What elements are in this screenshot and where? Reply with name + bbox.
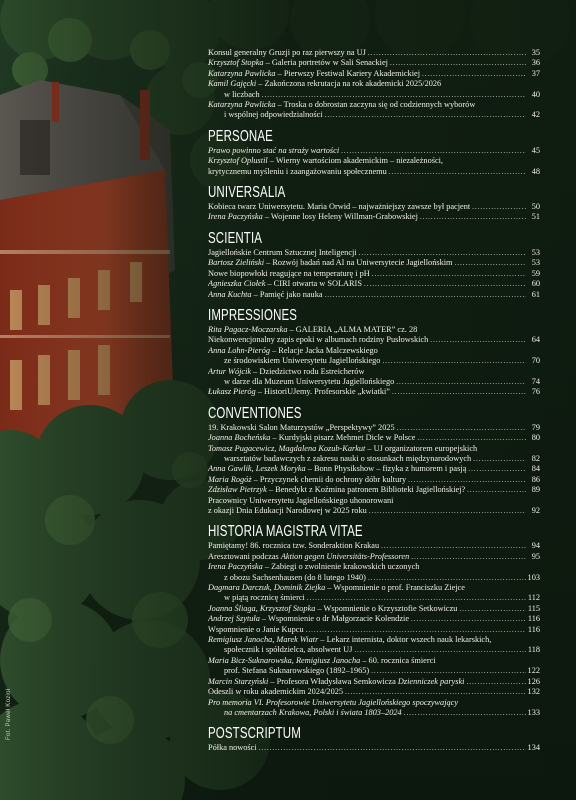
toc-entry[interactable] [208,485,540,495]
dot-leader [262,90,526,100]
page-number: 94 [531,541,540,551]
toc-entry[interactable] [208,552,540,562]
dot-leader [468,464,526,474]
entry-text: Konsul generalny Gruzji po raz pierwszy na UJ [208,48,366,57]
entry-text: – Galeria portretów w Sali Senackiej [263,58,388,68]
entry-text-continued: z obozu Sachsenhausen (do 8 lutego 1940) [224,572,366,582]
entry-author: Krzysztof Oplustil [208,156,268,166]
dot-leader [472,202,526,212]
entry-text: Prawo powinno stać na straży wartości [208,145,340,155]
entry-title [208,496,394,506]
page-number: 80 [531,433,540,443]
entry-author: Anna Lohn-Pieróg [208,345,270,355]
entry-author: Joanna Śliaga, Krzysztof Stopka [208,603,316,613]
page-number: 84 [531,464,540,474]
toc-entry[interactable] [208,146,540,156]
entry-text: Półka nowości [208,743,257,753]
entry-title [208,325,417,335]
entry-text: – Relacje Jacka Malczewskiego [270,345,378,355]
page-number: 89 [531,485,540,495]
toc-section [208,307,540,398]
page-number: 116 [527,624,540,634]
entry-text: – CIRI otwarta w SOLARIS [265,279,362,289]
entry-text: – Profesora Władysława Semkowicza [268,676,398,686]
toc-entry[interactable] [208,423,540,433]
toc-entry[interactable] [208,687,540,697]
page-number: 115 [527,603,540,613]
page-number: 95 [531,551,540,561]
page-number: 50 [531,202,540,212]
entry-text-continued: na cmentarzach Krakowa, Polski i świata 1803–2024 [224,707,402,717]
entry-title [208,635,491,645]
dot-leader [341,146,526,156]
entry-text: Kobieca twarz Uniwersytetu. Maria Orwid – najważniejszy zawsze był pacjent [208,202,471,212]
entry-title [208,346,378,356]
entry-title [208,687,343,697]
entry-title [208,258,453,268]
toc-section [208,405,540,517]
page-number: 122 [527,666,540,676]
page-number: 37 [531,68,540,78]
entry-title [208,698,458,708]
entry-text: – Pamięć jako nauka [251,289,323,299]
dot-leader [408,475,526,485]
page-number: 92 [531,506,540,515]
entry-text: Pracownicy Uniwersytetu Jagiellońskiego uhonorowani [208,495,394,505]
entry-text: – Wspomnienie o Krzysztofie Setkowiczu [315,603,458,613]
entry-text: – Bonn Physikshow – fizyka z humorem i pasją [305,464,467,474]
dot-leader [345,687,526,697]
dot-leader [422,69,526,79]
entry-title [208,423,395,433]
entry-title [208,656,436,666]
section-heading: PERSONAE [208,127,273,145]
entry-title [208,48,366,58]
entry-title [208,100,475,110]
entry-title [208,79,441,89]
toc-entry[interactable] [208,444,540,465]
entry-author: Rita Pagacz-Moczarska [208,324,288,334]
dot-leader [259,743,526,753]
dot-leader [369,506,526,516]
entry-author: Łukasz Pieróg [208,387,256,397]
entry-author: Maria Rogóż [208,474,252,484]
entry-author: Marcin Starzyński [208,676,269,686]
dot-leader [390,58,526,68]
toc-section [208,725,540,753]
dot-leader [368,573,526,583]
entry-title [208,58,388,68]
toc-section [208,523,540,718]
toc-section [208,230,540,300]
photo-credit: Fot. Paweł Kozioł [6,688,12,740]
toc-entry[interactable] [208,562,540,583]
toc-entry[interactable] [208,325,540,335]
entry-text: – 60. rocznica śmierci [360,655,436,665]
page-number: 133 [527,707,540,717]
entry-text: Pamiętamy! 86. rocznica tzw. Sonderaktion Krakau [208,541,380,551]
toc-entry[interactable] [208,464,540,474]
entry-text: – Przyczynek chemii do ochrony dóbr kultury [251,474,407,484]
entry-text: – Zabiegi o zwolnienie krakowskich uczonych [262,562,420,572]
entry-text: Niekonwencjonalny zapis epoki w albumach rodziny Pusłowskich [208,335,429,345]
page-number: 48 [531,166,540,176]
entry-author: Agnieszka Ciołek [208,279,266,289]
toc-entry[interactable] [208,475,540,485]
toc-entry[interactable] [208,79,540,100]
entry-title [208,156,443,166]
entry-title [208,475,406,485]
dot-leader [404,708,526,718]
section-heading: CONVENTIONES [208,404,302,422]
entry-text: – Rozwój badań nad AI na Uniwersytecie Jagiellońskim [264,258,453,268]
page-number: 132 [527,687,540,697]
entry-title [208,464,466,474]
entry-text: Odeszli w roku akademickim 2024/2025 [208,687,344,697]
entry-text: – Zakończona rekrutacja na rok akademicki 2025/2026 [256,79,442,89]
entry-text: – Benedykt z Koźmina patronem Biblioteki Jagiellońskiej? [266,485,466,495]
page-number: 118 [527,645,540,655]
page-number: 82 [531,453,540,463]
entry-text: – Wspomnienie o prof. Franciszku Ziejce [325,583,465,593]
entry-title [208,614,409,624]
entry-author: Krzysztof Stopka [208,58,264,68]
entry-text: – Wierny wartościom akademickim – niezależności, [267,156,444,166]
toc-entry[interactable] [208,100,540,121]
toc-entry[interactable] [208,202,540,212]
entry-author: Bartosz Zieliński [208,258,265,268]
toc-section [208,184,540,223]
toc-entry[interactable] [208,635,540,656]
page-number: 53 [531,247,540,257]
entry-title [208,541,379,551]
page-number: 70 [531,356,540,366]
dot-leader [411,614,526,624]
entry-italic-title: Dzienniczek paryski [397,676,465,686]
entry-text: – Wojenne losy Heleny Willman-Grabowskiej [262,212,418,222]
toc-entry[interactable] [208,48,540,58]
page-number: 116 [527,614,540,624]
entry-text: Aresztowani podczas [208,551,281,561]
dot-leader [307,593,526,603]
entry-title [208,485,465,495]
toc-entry[interactable] [208,656,540,677]
toc-entry[interactable] [208,698,540,719]
dot-leader [306,625,526,635]
entry-text: Nowe biopowłoki reagujące na temperaturę i pH [208,268,370,278]
section-heading: IMPRESSIONES [208,306,298,324]
page-number: 40 [531,89,540,99]
entry-title [208,387,390,397]
section-heading: HISTORIA MAGISTRA VITAE [208,523,363,541]
dot-leader [392,387,526,397]
dot-leader [420,212,526,222]
entry-author: Maria Bicz-Suknarowska, Remigiusz Janocha [208,655,361,665]
entry-title [208,604,457,614]
page-number: 86 [531,474,540,484]
entry-author: Remigiusz Janocha, Marek Wiatr [208,635,319,645]
entry-author: Irena Paczyńska [208,212,263,222]
page-number: 53 [531,258,540,268]
entry-text: – Lekarz internista, doktor wszech nauk lekarskich, [318,635,492,645]
toc-entry[interactable] [208,58,540,68]
entry-title [208,279,362,289]
entry-title [208,583,465,593]
entry-text: Pro memoria VI. Profesorowie Uniwersytetu Jagiellońskiego spoczywający [208,697,459,707]
dot-leader [389,167,526,177]
entry-text: Jagiellońskie Centrum Sztucznej Inteligencji [208,247,357,257]
dot-leader [371,666,525,676]
entry-text-continued: w piątą rocznicę śmierci [224,593,305,603]
dot-leader [382,356,526,366]
section-heading: SCIENTIA [208,229,263,247]
entry-title [208,562,419,572]
dot-leader [459,604,525,614]
entry-author: Andrzej Szytuła [208,614,260,624]
entry-author: Anna Kuchta [208,289,252,299]
toc-entry[interactable] [208,583,540,604]
dot-leader [325,110,526,120]
toc-entry[interactable] [208,156,540,177]
page-number: 74 [531,376,540,386]
page-number: 59 [531,268,540,278]
entry-text: – GALERIA „ALMA MATER” cz. 28 [287,324,418,334]
dot-leader [397,423,526,433]
entry-title [208,625,304,635]
page-number: 134 [527,743,540,753]
entry-title [208,269,370,279]
entry-text: 19. Krakowski Salon Maturzystów „Perspektywy” 2025 [208,422,395,432]
entry-title [208,69,420,79]
entry-text: – Dziedzictwo rodu Estreicherów [251,366,365,376]
dot-leader [372,269,526,279]
toc-entry[interactable] [208,604,540,614]
entry-title [208,677,464,687]
dot-leader [396,377,526,387]
dot-leader [467,485,526,495]
toc-entry[interactable] [208,387,540,397]
entry-title [208,248,357,258]
entry-author: Zdzisław Pietrzyk [208,485,267,495]
toc-entry[interactable] [208,212,540,222]
toc-entry[interactable] [208,367,540,388]
toc-section [208,48,540,121]
entry-text-continued: prof. Stefana Suknarowskiego (1892–1965) [224,666,370,676]
entry-title [208,433,415,443]
page-number: 36 [531,58,540,68]
entry-title [208,367,364,377]
entry-title [208,444,477,454]
dot-leader [325,290,526,300]
entry-author: Dagmara Darczuk, Dominik Ziejka [208,583,326,593]
dot-leader [368,48,526,58]
entry-text-continued: i wspólnej odpowiedzialności [224,110,323,120]
entry-title [208,743,257,753]
entry-text: – Kurdyjski pisarz Mehmet Dicle w Polsce [270,433,416,443]
page-number: 76 [531,387,540,397]
toc-entry[interactable] [208,269,540,279]
entry-text-continued: społecznik i spółdzielca, absolwent UJ [224,645,353,655]
entry-title [208,335,428,345]
entry-title [208,212,418,222]
dot-leader [354,645,526,655]
entry-text: – UJ organizatorem europejskich [365,443,478,453]
entry-text-continued: krytycznemu myśleniu i zaangażowaniu społecznemu [208,166,387,176]
entry-italic-title: Aktion gegen Universitäts-Professoren [280,551,410,561]
page-number: 42 [531,110,540,120]
entry-author: Artur Wójcik [208,366,252,376]
entry-text: Wspomnienie o Janie Kupcu [208,624,304,634]
page-number: 64 [531,335,540,345]
page-number: 45 [531,145,540,155]
dot-leader [364,279,526,289]
dot-leader [417,433,526,443]
page-number: 35 [531,48,540,57]
dot-leader [455,258,527,268]
entry-text-continued: w darze dla Muzeum Uniwersytetu Jagiellońskiego [224,376,395,386]
section-heading: POSTSCRIPTUM [208,725,301,743]
page-number: 103 [527,572,540,582]
dot-leader [466,677,525,687]
toc-entry[interactable] [208,279,540,289]
dot-leader [411,552,526,562]
entry-title [208,290,323,300]
entry-title [208,552,409,562]
toc-entry[interactable] [208,743,540,753]
toc-entry[interactable] [208,625,540,635]
page-number: 60 [531,279,540,289]
toc-entry[interactable] [208,496,540,517]
dot-leader [359,248,526,258]
toc-entry[interactable] [208,346,540,367]
section-heading: UNIVERSALIA [208,184,286,202]
toc-entry[interactable] [208,677,540,687]
table-of-contents [208,48,540,754]
entry-text: – HistoriUJemy. Profesorskie „kwiatki” [255,387,390,397]
toc-entry[interactable] [208,541,540,551]
entry-text: – Wspomnienie o dr Małgorzacie Kolendzie [259,614,410,624]
toc-section [208,128,540,177]
entry-text-continued: ze środowiskiem Uniwersytetu Jagiellońskiego [224,356,381,366]
entry-text-continued: w liczbach [224,89,260,99]
dot-leader [473,454,526,464]
toc-entry[interactable] [208,290,540,300]
entry-author: Katarzyna Pawlicka [208,68,276,78]
page-number: 79 [531,422,540,432]
entry-author: Kamil Gajęcki [208,79,257,89]
entry-author: Joanna Bocheńska [208,433,271,443]
entry-author: Anna Gawlik, Leszek Moryka [208,464,306,474]
page-number: 126 [527,676,540,686]
page-number: 61 [531,289,540,299]
page-number: 51 [531,212,540,222]
entry-title [208,146,339,156]
toc-entry[interactable] [208,614,540,624]
dot-leader [381,541,526,551]
entry-text-continued: z okazji Dnia Edukacji Narodowej w 2025 roku [208,506,367,515]
toc-entry[interactable] [208,335,540,345]
entry-text: – Pierwszy Festiwal Kariery Akademickiej [275,68,420,78]
entry-author: Tomasz Pugacewicz, Magdalena Kozub-Karkut [208,443,366,453]
dot-leader [430,335,526,345]
entry-text-continued: warsztatów badawczych z zakresu nauki o stosunkach międzynarodowych [224,453,472,463]
toc-entry[interactable] [208,258,540,268]
toc-entry[interactable] [208,248,540,258]
entry-author: Irena Paczyńska [208,562,263,572]
toc-entry[interactable] [208,69,540,79]
entry-title [208,202,470,212]
page-number: 112 [527,593,540,603]
entry-author: Katarzyna Pawlicka [208,100,276,110]
entry-text: – Troska o dobrostan zaczyna się od codziennych wyborów [275,100,476,110]
toc-entry[interactable] [208,433,540,443]
